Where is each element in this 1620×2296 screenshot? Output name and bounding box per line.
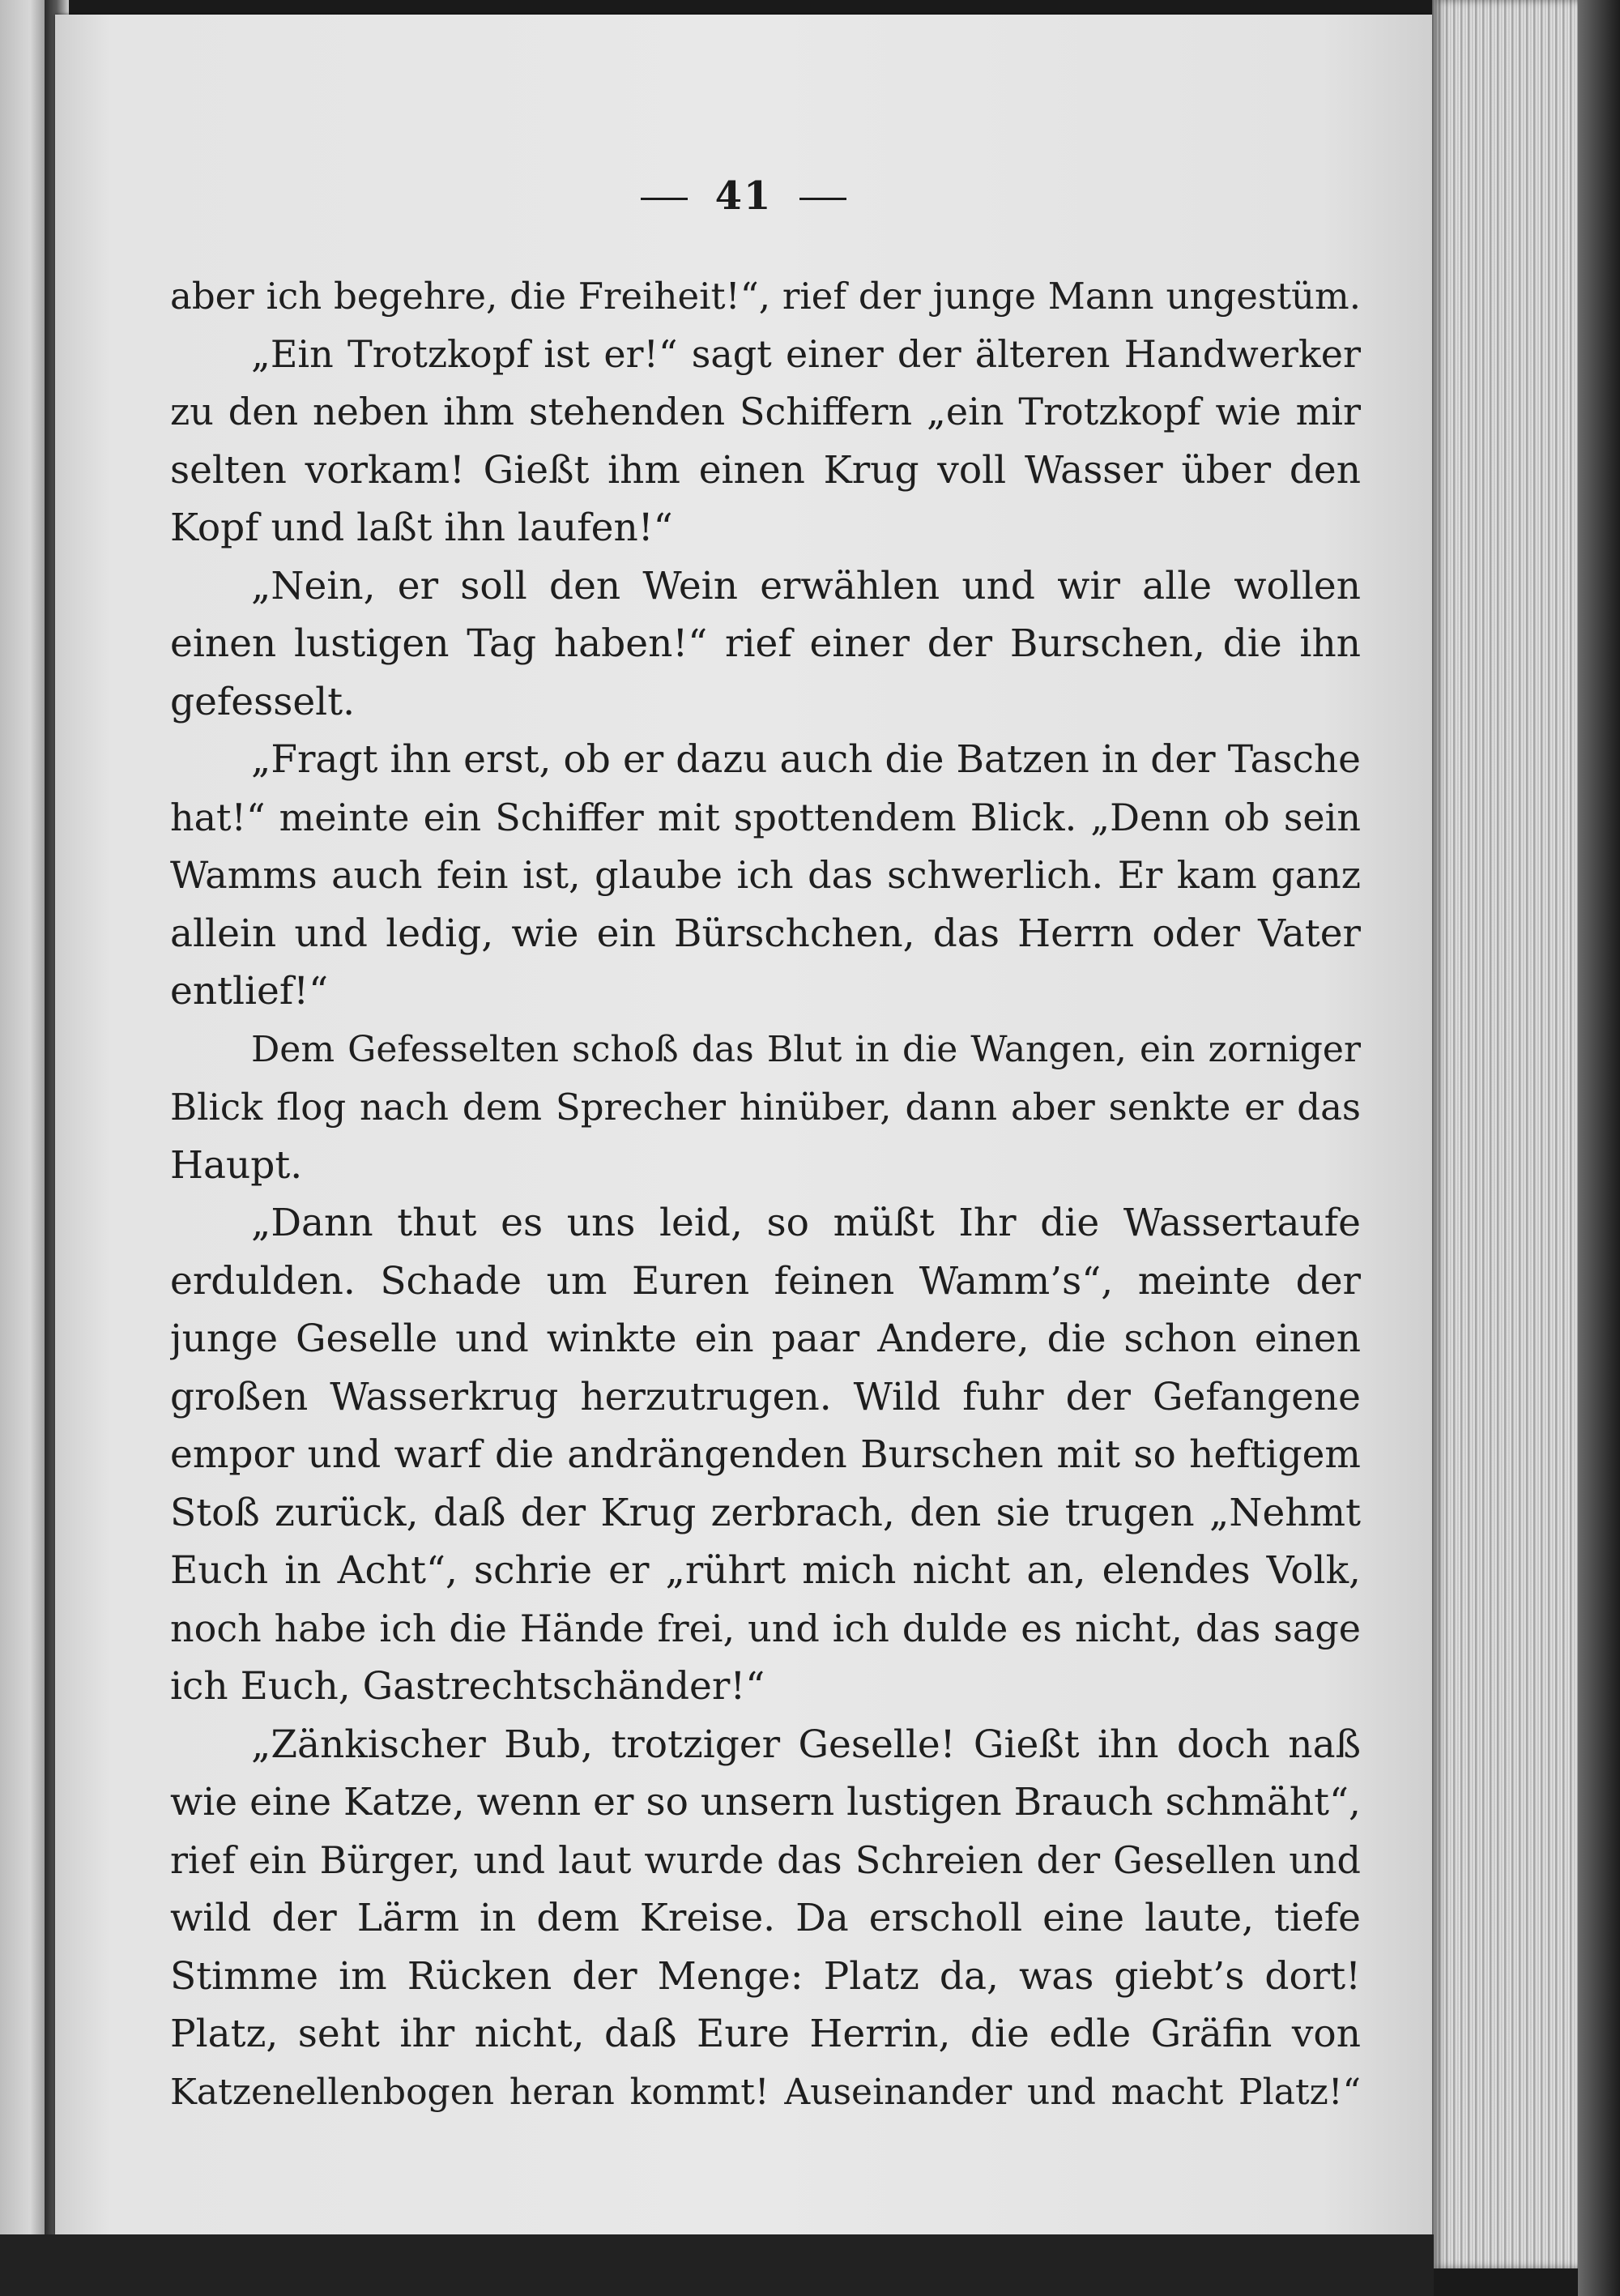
book-cover-edge	[1578, 0, 1620, 2296]
scan-bottom-border	[0, 2234, 1434, 2296]
text-line: entlief!“	[170, 969, 329, 1014]
text-line: Euch in Acht“, schrie er „rührt mich nicht an, elendes Volk,	[170, 1548, 1361, 1593]
text-line: „Nein, er soll den Wein erwählen und wir alle wollen	[251, 563, 1361, 608]
text-line: „Dann thut es uns leid, so müßt Ihr die Wassertaufe	[251, 1201, 1361, 1245]
page-number: 41	[714, 173, 773, 219]
text-line: Wamms auch fein ist, glaube ich das schwerlich. Er kam ganz	[170, 853, 1361, 897]
text-line: rief ein Bürger, und laut wurde das Schreien der Gesellen und	[170, 1837, 1361, 1882]
text-line: ich Euch, Gastrechtschänder!“	[170, 1664, 765, 1709]
text-line: Dem Gefesselten schoß das Blut in die Wangen, ein zorniger	[251, 1028, 1361, 1070]
text-line: „Fragt ihn erst, ob er dazu auch die Batzen in der Tasche	[251, 737, 1361, 782]
page-header	[55, 173, 1432, 219]
text-line: Stoß zurück, daß der Krug zerbrach, den sie trugen „Nehmt	[170, 1490, 1361, 1535]
text-line: junge Geselle und winkte ein paar Andere, die schon einen	[170, 1317, 1361, 1361]
text-line: wild der Lärm in dem Kreise. Da erscholl eine laute, tiefe	[170, 1896, 1361, 1940]
text-line: „Ein Trotzkopf ist er!“ sagt einer der älteren Handwerker	[251, 331, 1361, 376]
text-line: erdulden. Schade um Euren feinen Wamm’s“, meinte der	[170, 1258, 1361, 1304]
text-line: empor und warf die andrängenden Burschen mit so heftigem	[170, 1432, 1361, 1477]
header-dash-left	[641, 198, 688, 200]
text-line: aber ich begehre, die Freiheit!“, rief der junge Mann ungestüm.	[170, 275, 1361, 318]
text-line: hat!“ meinte ein Schiffer mit spottendem Blick. „Denn ob sein	[170, 795, 1361, 839]
text-line: großen Wasserkrug herzutrugen. Wild fuhr der Gefangene	[170, 1374, 1361, 1419]
text-line: Kopf und laßt ihn laufen!“	[170, 506, 673, 550]
text-line: „Zänkischer Bub, trotziger Geselle! Gießt ihn doch naß	[251, 1722, 1361, 1767]
stacked-page-edges	[1432, 0, 1578, 2268]
text-line: Blick flog nach dem Sprecher hinüber, dann aber senkte er das	[170, 1086, 1361, 1129]
text-line: zu den neben ihm stehenden Schiffern „ein Trotzkopf wie mir	[170, 390, 1361, 433]
book-page	[55, 15, 1432, 2234]
text-line: allein und ledig, wie ein Bürschchen, das Herrn oder Vater	[170, 911, 1361, 956]
text-line: selten vorkam! Gießt ihm einen Krug voll Wasser über den	[170, 447, 1361, 493]
facing-page-edge	[0, 0, 50, 2236]
text-line: wie eine Katze, wenn er so unsern lustigen Brauch schmäht“,	[170, 1780, 1361, 1824]
header-dash-right	[799, 198, 846, 200]
text-line: Platz, seht ihr nicht, daß Eure Herrin, die edle Gräfin von	[170, 2012, 1361, 2056]
text-line: gefesselt.	[170, 679, 356, 724]
text-line: Stimme im Rücken der Menge: Platz da, was giebt’s dort!	[170, 1953, 1361, 1999]
body-text	[170, 267, 1361, 2121]
text-line: einen lustigen Tag haben!“ rief einer der Burschen, die ihn	[170, 621, 1361, 666]
text-line: noch habe ich die Hände frei, und ich dulde es nicht, das sage	[170, 1606, 1361, 1650]
text-line: Haupt.	[170, 1142, 303, 1188]
text-line: Katzenellenbogen heran kommt! Auseinander und macht Platz!“	[170, 2071, 1361, 2113]
